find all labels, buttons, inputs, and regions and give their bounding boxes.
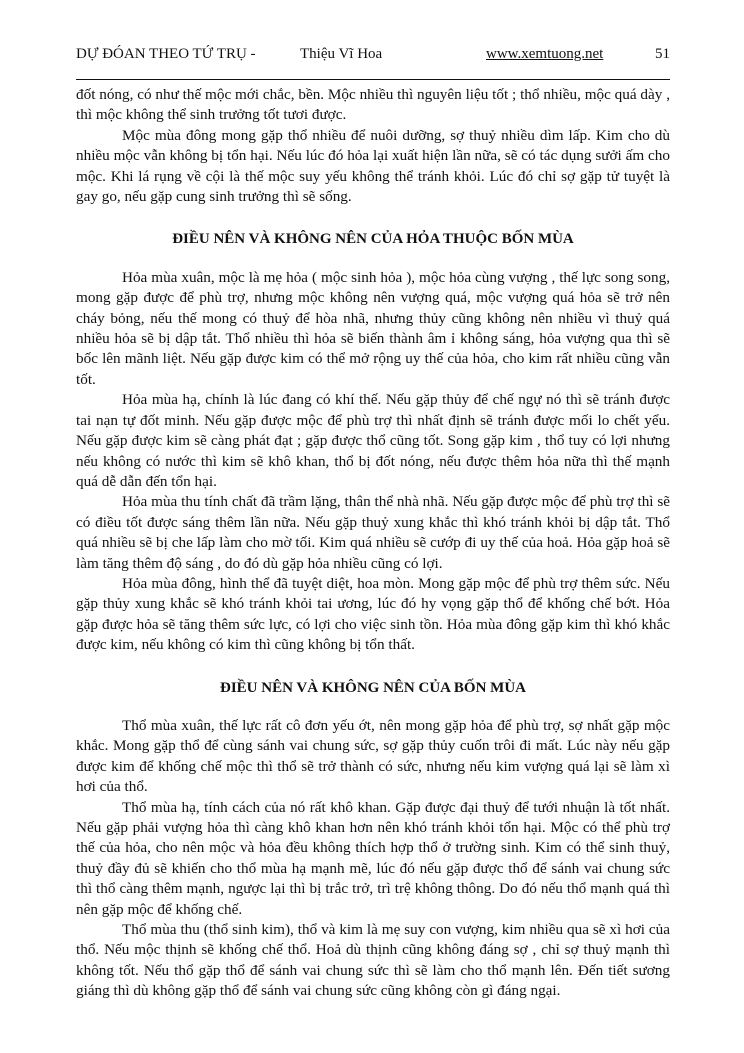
section-heading-earth: ĐIỀU NÊN VÀ KHÔNG NÊN CỦA BỐN MÙA xyxy=(220,679,526,696)
page-number: 51 xyxy=(655,46,670,62)
page-header xyxy=(76,46,670,70)
paragraph: Thổ mùa xuân, thế lực rất cô đơn yếu ớt, nên mong gặp hỏa để phù trợ, sợ nhất gặp mộc khắc. Mong gặp thổ để cùng sánh vai chung sức, sợ gặp thủy cuốn trôi đi mất. Lúc này nếu gặp được kim để khống chế mộc thì thổ sẽ trở thành có sức, nhưng nếu kim vượng quá lại sẽ làm xì hơi của thổ. xyxy=(76,716,670,796)
website-link[interactable]: www.xemtuong.net xyxy=(486,46,604,62)
author-name: Thiệu Vĩ Hoa xyxy=(300,46,383,62)
paragraph: Hỏa mùa xuân, mộc là mẹ hỏa ( mộc sinh hỏa ), mộc hỏa cùng vượng , thế lực song song, mong gặp được để phù trợ, nhưng mộc không nên vượng quá, mộc vượng quá hỏa sẽ trở nên cháy bỏng, nếu thế mong có thuỷ để hòa nhã, nhưng thủy cũng không nên nhiều vì thuỷ quá nhiều hỏa sẽ bị dập tắt. Thổ nhiều thì hỏa sẽ biến thành âm ỉ không sáng, hỏa vượng qua thì sẽ bốc lên mãnh liệt. Nếu gặp được kim có thể mở rộng uy thế của hỏa, cho kim rất nhiều cũng vẫn tốt. xyxy=(76,268,670,388)
page-body xyxy=(76,85,670,1002)
paragraph: đốt nóng, có như thế mộc mới chắc, bền. Mộc nhiều thì nguyên liệu tốt ; thổ nhiều, mộc quá dày , thì mộc không thể sinh trưởng tốt tươi được. xyxy=(76,86,670,124)
section-heading-fire: ĐIỀU NÊN VÀ KHÔNG NÊN CỦA HỎA THUỘC BỐN MÙA xyxy=(172,231,574,248)
paragraph: Hỏa mùa đông, hình thể đã tuyệt diệt, hoa mòn. Mong gặp mộc để phù trợ thêm sức. Nếu gặp thủy xung khắc sẽ khó tránh khỏi tai ương, lúc đó hy vọng gặp thổ để khống chế bớt. Hỏa gặp được hỏa sẽ tăng thêm sức lực, có lợi cho việc sinh tồn. Hỏa mùa đông gặp kim thì khó khắc được kim, nếu không có kim thì cũng không bị tổn thất. xyxy=(76,574,670,654)
paragraph: Thổ mùa thu (thổ sinh kim), thổ và kim là mẹ suy con vượng, kim nhiều qua sẽ xì hơi của thổ. Nếu mộc thịnh sẽ khống chế thổ. Hoả dù thịnh cũng không đáng sợ , chỉ sợ thuỷ mạnh thì không tốt. Nếu thổ gặp thổ để sánh vai chung sức thì sẽ làm cho thổ mạnh lên. Đến tiết sương giáng thì dù không gặp thổ để sánh vai chung sức cũng không còn gì đáng ngại. xyxy=(76,921,670,1000)
paragraph: Hỏa mùa thu tính chất đã trầm lặng, thân thể nhà nhã. Nếu gặp được mộc để phù trợ thì sẽ có điều tốt được sáng thêm lần nữa. Nếu gặp thuỷ xung khắc thì khó tránh khỏi bị dập tắt. Thổ quá nhiều sẽ bị che lấp làm cho mờ tối. Kim quá nhiều sẽ cướp đi uy thế của hoả. Hỏa gặp hoả sẽ làm tăng thêm độ sáng , do đó dù gặp hỏa nhiều cũng có lợi. xyxy=(76,493,670,572)
header-divider xyxy=(76,79,670,80)
paragraph: Hỏa mùa hạ, chính là lúc đang có khí thế. Nếu gặp thủy để chế ngự nó thì sẽ tránh được tai nạn tự đốt minh. Nếu gặp được mộc để phù trợ thì nhất định sẽ tránh được mối lo chết yểu. Nếu gặp được kim sẽ càng phát đạt ; gặp được thổ cũng tốt. Song gặp kim , thổ tuy có lợi nhưng nếu không có nước thì kim sẽ khô khan, thổ bị đốt nóng, nếu được thêm hỏa nữa thì thế mạnh quá dễ dẫn đến tổn hại. xyxy=(76,391,670,490)
paragraph: Thổ mùa hạ, tính cách của nó rất khô khan. Gặp được đại thuỷ để tưới nhuận là tốt nhất. Nếu gặp phải vượng hỏa thì càng khô khan hơn nên khó tránh khỏi tổn hại. Mộc có thể phù trợ thế của hỏa, cho nên mộc và hỏa đều không thích hợp thổ ở trường sinh. Kim có thể sinh thuỷ, thuỷ đầy đủ sẽ khiến cho thổ mùa hạ mạnh mẽ, lúc đó nếu gặp được thổ để sánh vai chung sức thì thổ càng thêm mạnh, ngược lại thì bị trắc trở, trì trệ không thông. Do đó nếu thổ mạnh quá thì nên gặp mộc để khống chế. xyxy=(76,798,670,918)
paragraph: Mộc mùa đông mong gặp thổ nhiều để nuôi dưỡng, sợ thuỷ nhiều dìm lấp. Kim cho dù nhiều mộc vẫn không bị tổn hại. Nếu lúc đó hỏa lại xuất hiện lần nữa, sẽ có tác dụng sưởi ấm cho mộc. Khi lá rụng về cội là thế mộc suy yếu không thể tránh khỏi. Lúc đó chỉ sợ gặp tử tuyệt là gay go, nếu gặp cung sinh trưởng thì sẽ sống. xyxy=(76,126,670,206)
book-title: DỰ ĐÓAN THEO TỨ TRỤ - xyxy=(76,46,256,62)
